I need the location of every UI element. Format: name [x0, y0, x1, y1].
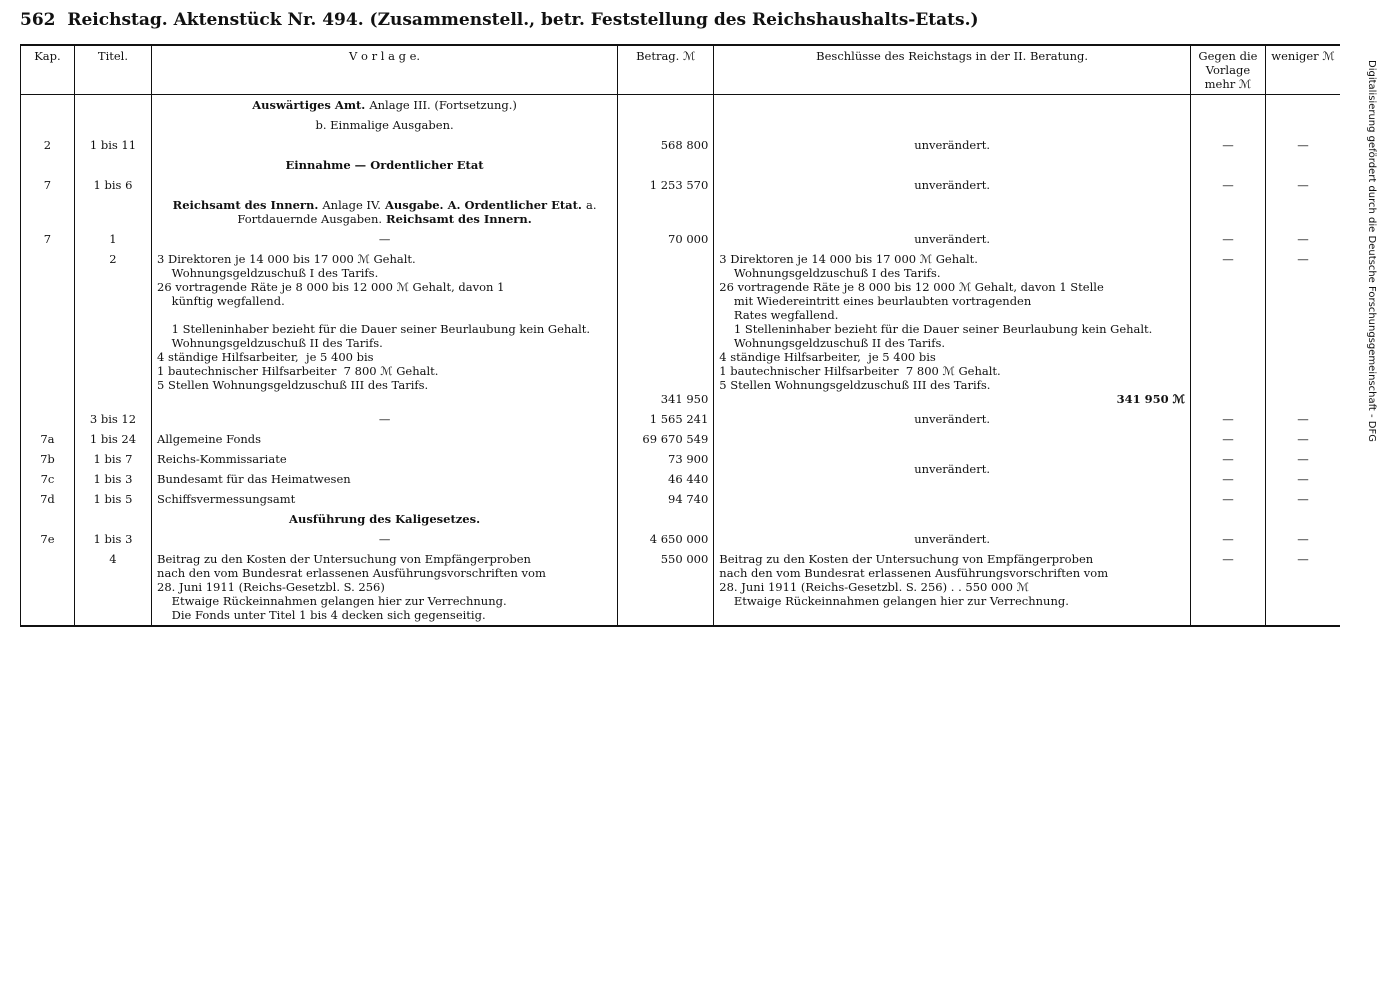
cell-beschluss: [714, 249, 1191, 409]
th-betrag: [618, 45, 714, 95]
cell-betrag: 550 000: [618, 549, 714, 626]
sec-ausfuehrung: Ausführung des Kaligesetzes.: [152, 509, 618, 529]
cell-kap: 7d: [21, 489, 75, 509]
cell-weniger: —: [1265, 529, 1340, 549]
cell-titel: 1: [74, 229, 151, 249]
sec-auswaertiges: [152, 95, 618, 116]
cell-weniger: —: [1265, 229, 1340, 249]
cell-titel: 2: [74, 249, 151, 409]
cell-mehr: —: [1190, 409, 1265, 429]
cell-kap: 7e: [21, 529, 75, 549]
cell-titel: 1 bis 6: [74, 175, 151, 195]
cell-kap: 7c: [21, 469, 75, 489]
cell-text: 3 Direktoren je 14 000 bis 17 000 ℳ Gehalt. Wohnungsgeldzuschuß I des Tarifs. 26 vortragende Räte je 8 000 bis 12 000 ℳ Gehalt, davon 1 künftig wegfallend. 1 Stelleninhaber bezieht für die Dauer seiner Beurlaubung kein Gehalt. Wohnungsgeldzuschuß II des Tarifs. 4 ständige Hilfsarbeiter, je 5 400 bis 1 bautechnischer Hilfsarbeiter 7 800 ℳ Gehalt. 5 Stellen Wohnungsgeldzuschuß III des Tarifs.: [152, 249, 618, 409]
table-row: [21, 429, 1341, 449]
th-betrag-unit: ℳ: [682, 49, 696, 63]
cell-betrag: 73 900: [618, 449, 714, 469]
sec-reichsamt2: Reichsamt des Innern.: [386, 212, 532, 226]
cell-mehr: —: [1190, 449, 1265, 469]
cell-weniger: —: [1265, 449, 1340, 469]
table-row: [21, 549, 1341, 626]
cell-weniger: —: [1265, 409, 1340, 429]
cell-text: —: [152, 409, 618, 429]
cell-beschluss: unverändert.: [714, 429, 1191, 509]
th-mehr: [1190, 45, 1265, 95]
cell-betrag: 4 650 000: [618, 529, 714, 549]
cell-mehr: —: [1190, 489, 1265, 509]
cell-mehr: —: [1190, 249, 1265, 409]
cell-weniger: —: [1265, 175, 1340, 195]
sec-ord-etat2: A. Ordentlicher Etat.: [447, 198, 582, 212]
cell-titel: 1 bis 3: [74, 469, 151, 489]
cell-betrag: 1 253 570: [618, 175, 714, 195]
sec-auswaertiges-title: Auswärtiges Amt.: [252, 98, 366, 112]
cell-betrag: 69 670 549: [618, 429, 714, 449]
cell-mehr: —: [1190, 469, 1265, 489]
cell-betrag: 46 440: [618, 469, 714, 489]
table-row: [21, 135, 1341, 155]
cell-betrag: 94 740: [618, 489, 714, 509]
sec-anlage3: Anlage III. (Fortsetzung.): [369, 98, 517, 112]
cell-text: Reichs-Kommissariate: [152, 449, 618, 469]
cell-kap: 2: [21, 135, 75, 155]
th-kap: Kap.: [21, 45, 75, 95]
cell-text: —: [152, 229, 618, 249]
cell-text: Schiffsvermessungsamt: [152, 489, 618, 509]
cell-beschluss: unverändert.: [714, 229, 1191, 249]
cell-text: Bundesamt für das Heimatwesen: [152, 469, 618, 489]
cell-text: —: [152, 529, 618, 549]
budget-table-flat: [20, 44, 1340, 627]
cell-weniger: —: [1265, 135, 1340, 155]
cell-beschluss: unverändert.: [714, 175, 1191, 195]
cell-mehr: —: [1190, 135, 1265, 155]
cell-titel: 1 bis 11: [74, 135, 151, 155]
cell-weniger: —: [1265, 429, 1340, 449]
cell-text: Allgemeine Fonds: [152, 429, 618, 449]
th-beschluesse: Beschlüsse des Reichstags in der II. Beratung.: [714, 45, 1191, 95]
cell-text: Beitrag zu den Kosten der Untersuchung von Empfängerproben nach den vom Bundesrat erlassenen Ausführungsvorschriften vom 28. Juni 1911 (Reichs-Gesetzbl. S. 256) Etwaige Rückeinnahmen gelangen hier zur Verrechnung. Die Fonds unter Titel 1 bis 4 decken sich gegenseitig.: [152, 549, 618, 626]
cell-titel: 4: [74, 549, 151, 626]
sec-ausgabe: Ausgabe.: [384, 198, 444, 212]
beschluss-text: 3 Direktoren je 14 000 bis 17 000 ℳ Gehalt. Wohnungsgeldzuschuß I des Tarifs. 26 vortragende Räte je 8 000 bis 12 000 ℳ Gehalt, davon 1 Stelle mit Wiedereintritt eines beurlaubten vortragenden Rates wegfallend. 1 Stelleninhaber bezieht für die Dauer seiner Beurlaubung kein Gehalt. Wohnungsgeldzuschuß II des Tarifs. 4 ständige Hilfsarbeiter, je 5 400 bis 1 bautechnischer Hilfsarbeiter 7 800 ℳ Gehalt. 5 Stellen Wohnungsgeldzuschuß III des Tarifs.: [719, 252, 1153, 392]
cell-mehr: —: [1190, 549, 1265, 626]
cell-mehr: —: [1190, 529, 1265, 549]
dfg-funding-note: Digitalisierung gefördert durch die Deutsche Forschungsgemeinschaft - DFG: [1366, 60, 1377, 443]
beschluss-sum: 341 950 ℳ: [1116, 392, 1185, 406]
th-gegen: Gegen die Vorlage: [1198, 49, 1258, 77]
cell-betrag: 70 000: [618, 229, 714, 249]
page-title-flat: Reichstag. Aktenstück Nr. 494. (Zusammenstell., betr. Feststellung des Reichshaushalts-Etats.): [67, 10, 979, 30]
cell-betrag: 1 565 241: [618, 409, 714, 429]
sec-einnahme: Einnahme — Ordentlicher Etat: [152, 155, 618, 175]
th-weniger-label: weniger: [1271, 49, 1319, 63]
page-header-flat: [20, 10, 979, 30]
cell-mehr: —: [1190, 429, 1265, 449]
table-row: [21, 175, 1341, 195]
sec-fortdauernde: a. Fortdauernde Ausgaben.: [237, 198, 597, 226]
sec-anlage4: Anlage IV.: [322, 198, 381, 212]
cell-kap: 7a: [21, 429, 75, 449]
cell-beschluss: Beitrag zu den Kosten der Untersuchung von Empfängerproben nach den vom Bundesrat erlassenen Ausführungsvorschriften vom 28. Juni 1911 (Reichs-Gesetzbl. S. 256) . . 550 000 ℳ Etwaige Rückeinnahmen gelangen hier zur Verrechnung.: [714, 549, 1191, 626]
cell-mehr: —: [1190, 229, 1265, 249]
cell-titel: 1 bis 3: [74, 529, 151, 549]
table-row: [21, 529, 1341, 549]
cell-kap: 7: [21, 229, 75, 249]
th-betrag-label: Betrag.: [636, 49, 680, 63]
th-mehr-label: mehr: [1204, 77, 1236, 91]
cell-kap: 7b: [21, 449, 75, 469]
cell-titel: 1 bis 7: [74, 449, 151, 469]
th-mehr-unit: ℳ: [1238, 77, 1252, 91]
cell-beschluss: unverändert.: [714, 135, 1191, 155]
cell-titel: 1 bis 24: [74, 429, 151, 449]
cell-betrag: 568 800: [618, 135, 714, 155]
cell-kap: 7: [21, 175, 75, 195]
cell-beschluss: unverändert.: [714, 529, 1191, 549]
sec-einnahme-label: Einnahme: [285, 158, 351, 172]
cell-titel: 3 bis 12: [74, 409, 151, 429]
sec-reichsamt: [152, 195, 618, 229]
table-row: [21, 409, 1341, 429]
cell-titel: 1 bis 5: [74, 489, 151, 509]
cell-weniger: —: [1265, 489, 1340, 509]
cell-betrag: 341 950: [618, 249, 714, 409]
cell-weniger: —: [1265, 249, 1340, 409]
th-titel: Titel.: [74, 45, 151, 95]
cell-weniger: —: [1265, 469, 1340, 489]
sec-reichsamt-label: Reichsamt des Innern.: [172, 198, 319, 212]
sec-ord-etat-label: Ordentlicher Etat: [370, 158, 484, 172]
cell-beschluss: unverändert.: [714, 409, 1191, 429]
table-row: [21, 249, 1341, 409]
th-weniger: [1265, 45, 1340, 95]
page-number-flat: 562: [20, 10, 56, 30]
th-vorlage: V o r l a g e.: [152, 45, 618, 95]
sec-einmalige: b. Einmalige Ausgaben.: [152, 115, 618, 135]
cell-mehr: —: [1190, 175, 1265, 195]
th-weniger-unit: ℳ: [1322, 49, 1335, 63]
table-row: [21, 229, 1341, 249]
cell-weniger: —: [1265, 549, 1340, 626]
